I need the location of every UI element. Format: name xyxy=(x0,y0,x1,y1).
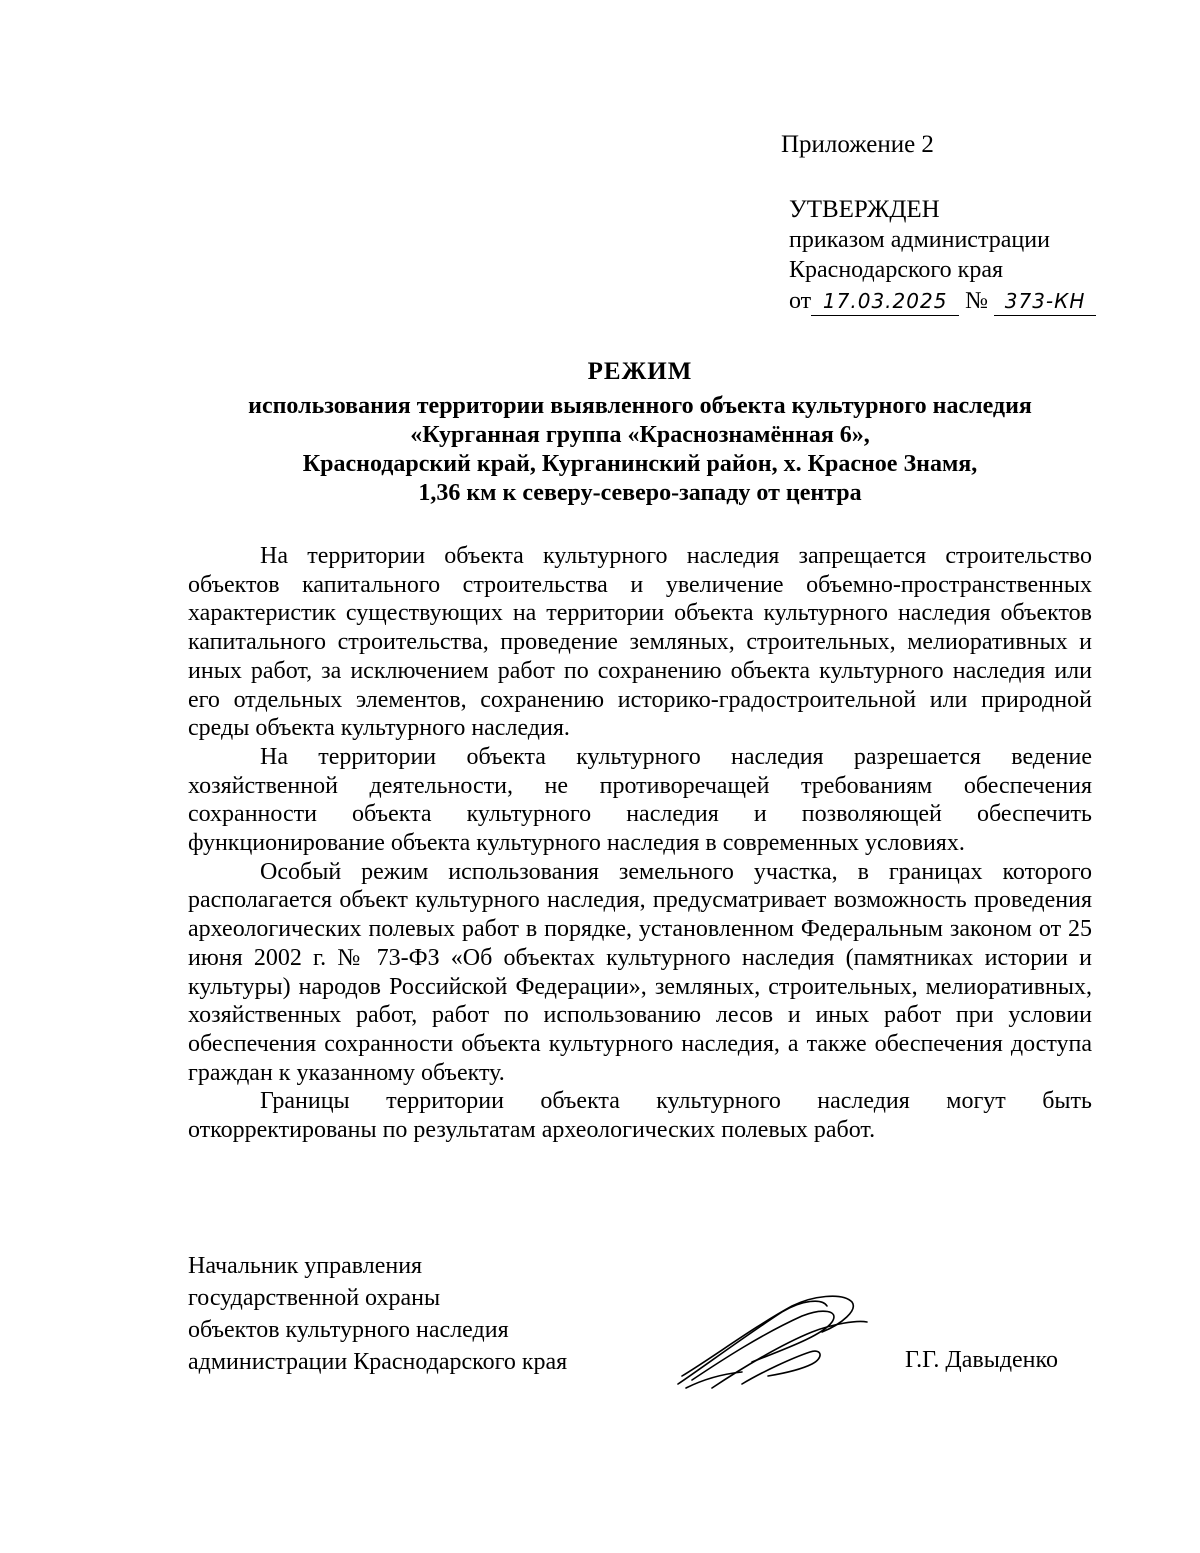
title-line-2: «Курганная группа «Краснознамённая 6», xyxy=(410,422,870,448)
date-handwritten: 17.03.2025 xyxy=(822,289,948,313)
paragraph-3: Особый режим использования земельного участка, в границах которого располагается объект культурного наследия, предусматривает возможность проведения археологических полевых работ в порядке, установленном Федеральным законом от 25 июня 2002 г. № 73-ФЗ «Об объектах культурного наследия (памятниках истории и культуры) народов Российской Федерации», земляных, строительных, мелиоративных, хозяйственных работ, работ по использованию лесов и иных работ при условии обеспечения сохранности объекта культурного наследия, а также обеспечения доступа граждан к указанному объекту. xyxy=(188,858,1092,1086)
signatory-title xyxy=(188,1250,567,1378)
signatory-line-2: государственной охраны xyxy=(188,1285,441,1311)
title-line-4: 1,36 км к северу-северо-западу от центра xyxy=(418,480,862,506)
signatory-line-3: объектов культурного наследия xyxy=(188,1317,509,1343)
title-line-3: Краснодарский край, Курганинский район, х. Красное Знамя, xyxy=(302,451,978,477)
handwritten-signature xyxy=(672,1288,872,1398)
appendix-label: Приложение 2 xyxy=(781,131,934,158)
approval-line-2: Краснодарского края xyxy=(789,257,1004,283)
document-title: РЕЖИМ xyxy=(587,358,693,385)
number-handwritten: 373-КН xyxy=(1004,289,1086,313)
signatory-line-1: Начальник управления xyxy=(188,1253,423,1279)
number-prefix: № xyxy=(965,288,989,314)
number-field xyxy=(994,287,1096,316)
approval-line-1: приказом администрации xyxy=(789,227,1050,253)
date-field xyxy=(811,287,959,316)
signatory-line-4: администрации Краснодарского края xyxy=(188,1349,568,1375)
approval-label: УТВЕРЖДЕН xyxy=(789,196,940,223)
paragraph-4: Границы территории объекта культурного наследия могут быть откорректированы по результатам археологических полевых работ. xyxy=(188,1088,1092,1144)
document-body xyxy=(188,542,1092,1145)
approval-date-number xyxy=(789,287,1096,316)
title-line-1: использования территории выявленного объекта культурного наследия xyxy=(248,393,1032,419)
date-prefix: от xyxy=(789,288,812,314)
signatory-name: Г.Г. Давыденко xyxy=(905,1347,1058,1373)
paragraph-1: На территории объекта культурного наследия запрещается строительство объектов капитального строительства и увеличение объемно-пространственных характеристик существующих на территории объекта культурного наследия объектов капитального строительства, проведение земляных, строительных, мелиоративных и иных работ, за исключением работ по сохранению объекта культурного наследия или его отдельных элементов, сохранению историко-градостроительной или природной среды объекта культурного наследия. xyxy=(188,543,1092,742)
paragraph-2: На территории объекта культурного наследия разрешается ведение хозяйственной деятельности, не противоречащей требованиям обеспечения сохранности объекта культурного наследия и позволяющей обеспечить функционирование объекта культурного наследия в современных условиях. xyxy=(188,743,1092,857)
